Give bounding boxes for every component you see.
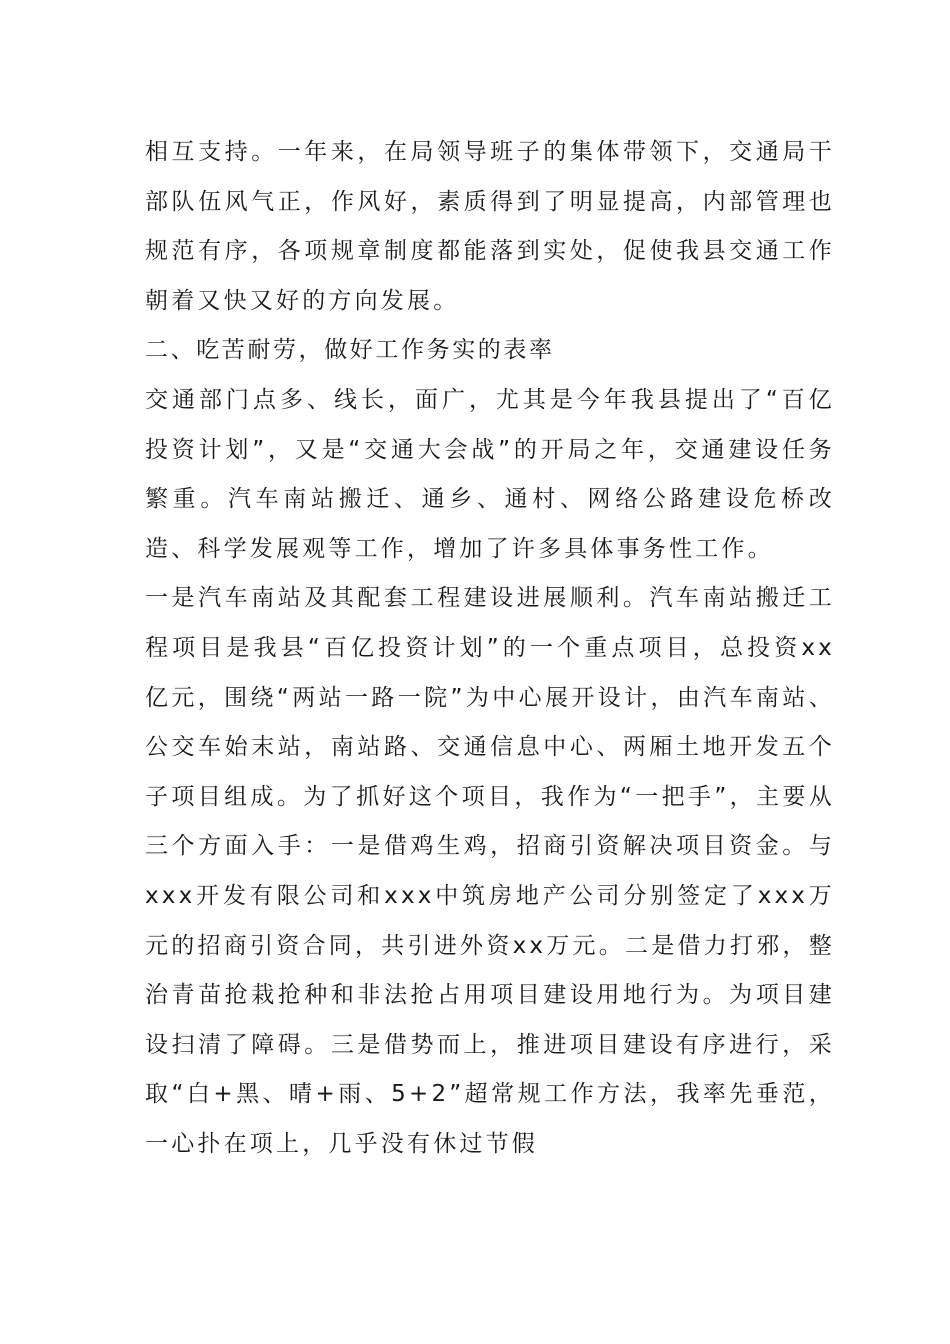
paragraph-south-station-project: 一是汽车南站及其配套工程建设进展顺利。汽车南站搬迁工程项目是我县“百亿投资计划”的一个重点项目，总投资xx亿元，围绕“两站一路一院”为中心展开设计，由汽车南站、公交车始末站，南站路、交通信息中心、两厢土地开发五个子项目组成。为了抓好这个项目，我作为“一把手”，主要从三个方面入手：一是借鸡生鸡，招商引资解决项目资金。与xxx开发有限公司和xxx中筑房地产公司分别签定了xxx万元的招商引资合同，共引进外资xx万元。二是借力打邪，整治青苗抢栽抢种和非法抢占用项目建设用地行为。为项目建设扫清了障碍。三是借势而上，推进项目建设有序进行，采取“白+黑、晴+雨、5+2”超常规工作方法，我率先垂范，一心扑在项上，几乎没有休过节假 xyxy=(145,585,835,1157)
document-body xyxy=(145,128,835,1169)
paragraph-team-conduct: 相互支持。一年来，在局领导班子的集体带领下，交通局干部队伍风气正，作风好，素质得到了明显提高，内部管理也规范有序，各项规章制度都能落到实处，促使我县交通工作朝着又快又好的方向发展。 xyxy=(145,139,835,314)
section-heading-hardworking: 二、吃苦耐劳，做好工作务实的表率 xyxy=(145,337,555,364)
paragraph-transport-tasks: 交通部门点多、线长，面广，尤其是今年我县提出了“百亿投资计划”，又是“交通大会战”的开局之年，交通建设任务繁重。汽车南站搬迁、通乡、通村、网络公路建设危桥改造、科学发展观等工作，增加了许多具体事务性工作。 xyxy=(145,386,835,562)
